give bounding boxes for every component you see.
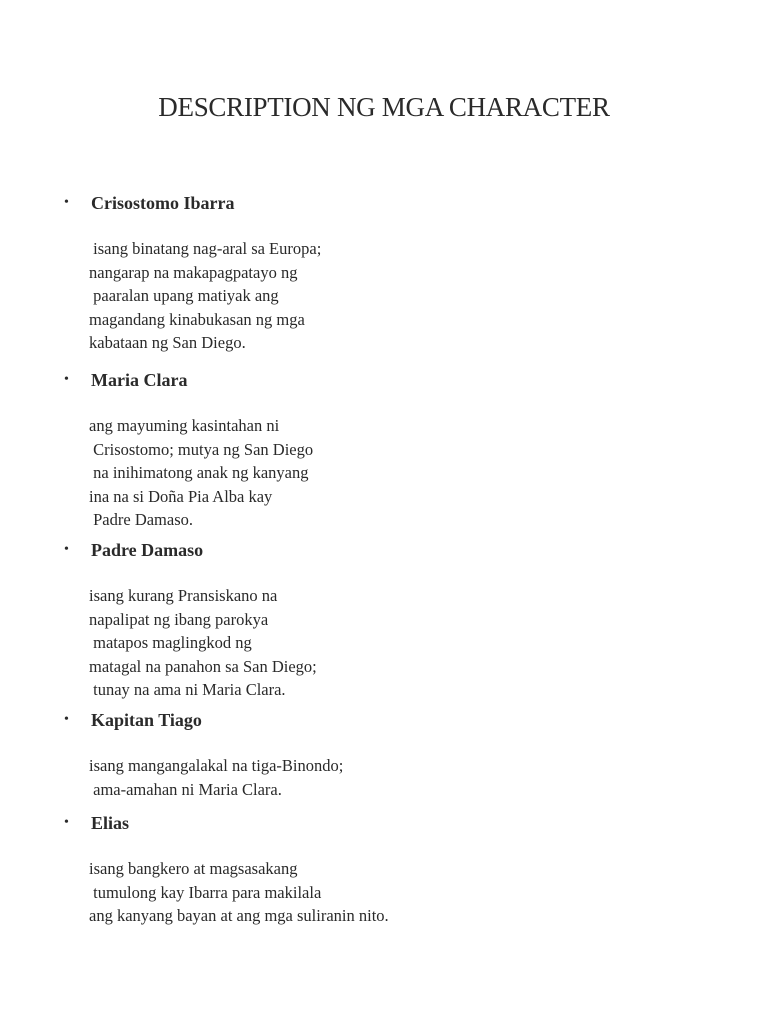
character-name: Kapitan Tiago <box>91 710 202 730</box>
description-line: matapos maglingkod ng <box>89 633 252 652</box>
bullet-icon: • <box>64 542 69 557</box>
character-description <box>89 754 343 801</box>
page-title: DESCRIPTION NG MGA CHARACTER <box>158 92 610 122</box>
bullet-icon: • <box>64 712 69 727</box>
character-description <box>89 857 389 928</box>
description-line: matagal na panahon sa San Diego; <box>89 656 317 676</box>
description-line: paaralan upang matiyak ang <box>89 286 279 305</box>
description-line: Padre Damaso. <box>89 510 194 529</box>
bullet-icon: • <box>64 372 69 387</box>
description-line: kabataan ng San Diego. <box>89 333 246 352</box>
description-line: ina na si Doña Pia Alba kay <box>89 486 273 506</box>
description-line: isang bangkero at magsasakang <box>89 859 298 878</box>
description-line: tunay na ama ni Maria Clara. <box>89 680 286 699</box>
description-line: isang kurang Pransiskano na <box>89 586 278 605</box>
description-line: magandang kinabukasan ng mga <box>89 309 305 329</box>
description-line: tumulong kay Ibarra para makilala <box>89 882 322 902</box>
description-line: isang mangangalakal na tiga-Binondo; <box>89 756 344 775</box>
description-line: na inihimatong anak ng kanyang <box>89 463 309 482</box>
description-line: Crisostomo; mutya ng San Diego <box>89 439 314 459</box>
bullet-icon: • <box>64 815 69 830</box>
character-name: Maria Clara <box>91 370 188 390</box>
description-line: ang mayuming kasintahan ni <box>89 416 280 435</box>
character-name: Padre Damaso <box>91 540 204 560</box>
character-description <box>89 584 317 702</box>
character-description <box>89 237 321 355</box>
description-line: ang kanyang bayan at ang mga suliranin nito. <box>89 906 389 925</box>
description-line: isang binatang nag-aral sa Europa; <box>89 239 322 258</box>
description-line: napalipat ng ibang parokya <box>89 609 269 629</box>
description-line: ama-amahan ni Maria Clara. <box>89 779 282 799</box>
description-line: nangarap na makapagpatayo ng <box>89 262 298 282</box>
character-name: Elias <box>91 813 130 833</box>
character-description <box>89 414 313 532</box>
character-name: Crisostomo Ibarra <box>91 193 235 213</box>
bullet-icon: • <box>64 195 69 210</box>
